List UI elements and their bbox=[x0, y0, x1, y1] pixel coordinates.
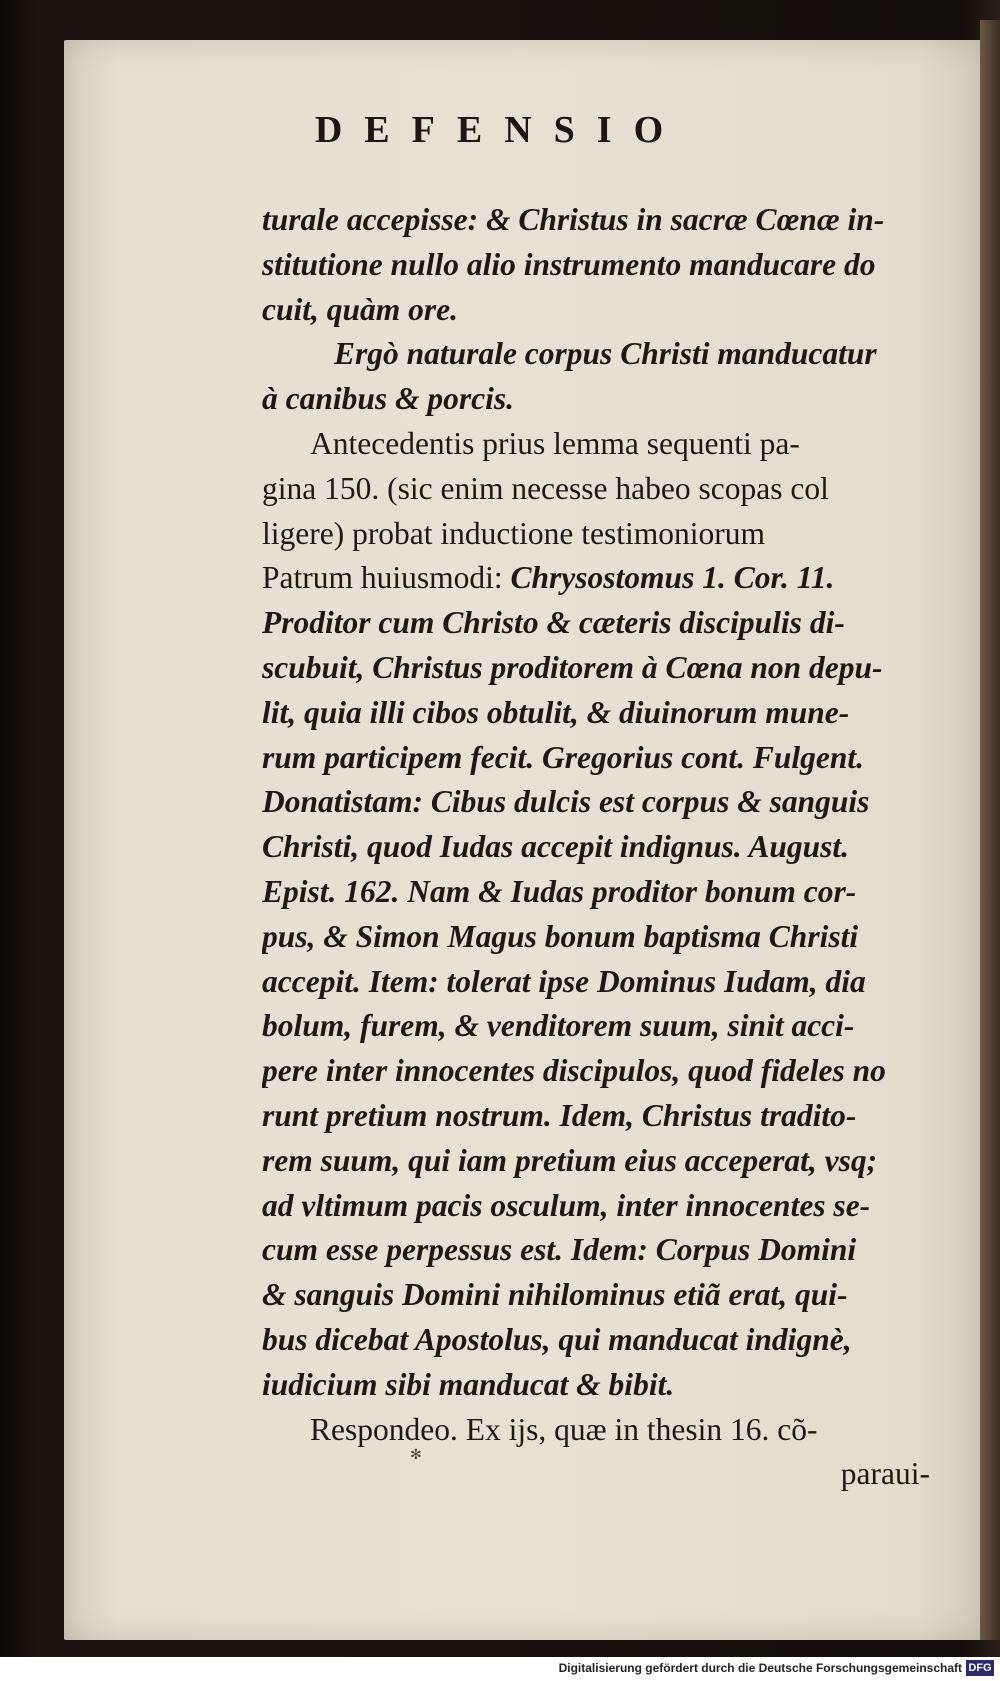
text-line: accepit. Item: tolerat ipse Dominus Iudam, dia bbox=[262, 963, 866, 999]
text-line: lit, quia illi cibos obtulit, & diuinorum mune- bbox=[262, 694, 850, 730]
text-line: & sanguis Domini nihilominus etiã erat, qui- bbox=[262, 1277, 848, 1313]
text-line: ligere) probat inductione testimoniorum bbox=[262, 515, 766, 551]
text-line: pere inter innocentes discipulos, quod fideles no bbox=[262, 1053, 886, 1089]
text-line: runt pretium nostrum. Idem, Christus tradito- bbox=[262, 1097, 857, 1133]
text-line: Christi, quod Iudas accepit indignus. August. bbox=[262, 829, 850, 865]
text-line: ad vltimum pacis osculum, inter innocentes se- bbox=[262, 1187, 871, 1223]
text-line: Proditor cum Christo & cæteris discipulis di- bbox=[262, 605, 845, 641]
text-line bbox=[262, 556, 930, 601]
text-line: rem suum, qui iam pretium eius acceperat, vsq; bbox=[262, 1142, 878, 1178]
text-line: scubuit, Christus proditorem à Cœna non depu- bbox=[262, 649, 883, 685]
text-line: bolum, furem, & venditorem suum, sinit acci- bbox=[262, 1008, 855, 1044]
body-text bbox=[262, 198, 930, 1497]
catchword: paraui- bbox=[840, 1456, 930, 1492]
text-line: Donatistam: Cibus dulcis est corpus & sanguis bbox=[262, 784, 870, 820]
text-line: bus dicebat Apostolus, qui manducat indignè, bbox=[262, 1321, 852, 1357]
book-spine-edge bbox=[980, 20, 1000, 1640]
running-head: DEFENSIO bbox=[314, 109, 686, 151]
funding-credit: Digitalisierung gefördert durch die Deutsche Forschungsgemeinschaft bbox=[558, 1661, 962, 1675]
text-line: à canibus & porcis. bbox=[262, 381, 515, 417]
footer-bar bbox=[0, 1657, 1000, 1681]
text-line: turale accepisse: & Christus in sacræ Cœnæ in- bbox=[262, 202, 885, 237]
text-line: Ergò naturale corpus Christi manducatur bbox=[334, 336, 877, 372]
text-line: gina 150. (sic enim necesse habeo scopas col bbox=[262, 470, 829, 506]
text-line: stitutione nullo alio instrumento manducare do bbox=[262, 246, 876, 282]
text-line: Respondeo. Ex ijs, quæ in thesin 16. cõ- bbox=[310, 1411, 818, 1447]
dfg-logo: DFG bbox=[966, 1660, 994, 1676]
text-line: cuit, quàm ore. bbox=[262, 291, 459, 327]
text-line: pus, & Simon Magus bonum baptisma Christi bbox=[262, 918, 859, 954]
text-line: Epist. 162. Nam & Iudas proditor bonum cor- bbox=[262, 873, 857, 909]
text-line: cum esse perpessus est. Idem: Corpus Domini bbox=[262, 1232, 857, 1268]
text-line-roman: Patrum huiusmodi: bbox=[262, 560, 511, 596]
text-line-italic: Chrysostomus 1. Cor. 11. bbox=[510, 560, 835, 596]
text-line: rum participem fecit. Gregorius cont. Fulgent. bbox=[262, 739, 865, 775]
text-line: iudicium sibi manducat & bibit. bbox=[262, 1366, 675, 1402]
text-line: Antecedentis prius lemma sequenti pa- bbox=[310, 425, 800, 461]
ink-smudge: ✻ bbox=[410, 1447, 422, 1463]
